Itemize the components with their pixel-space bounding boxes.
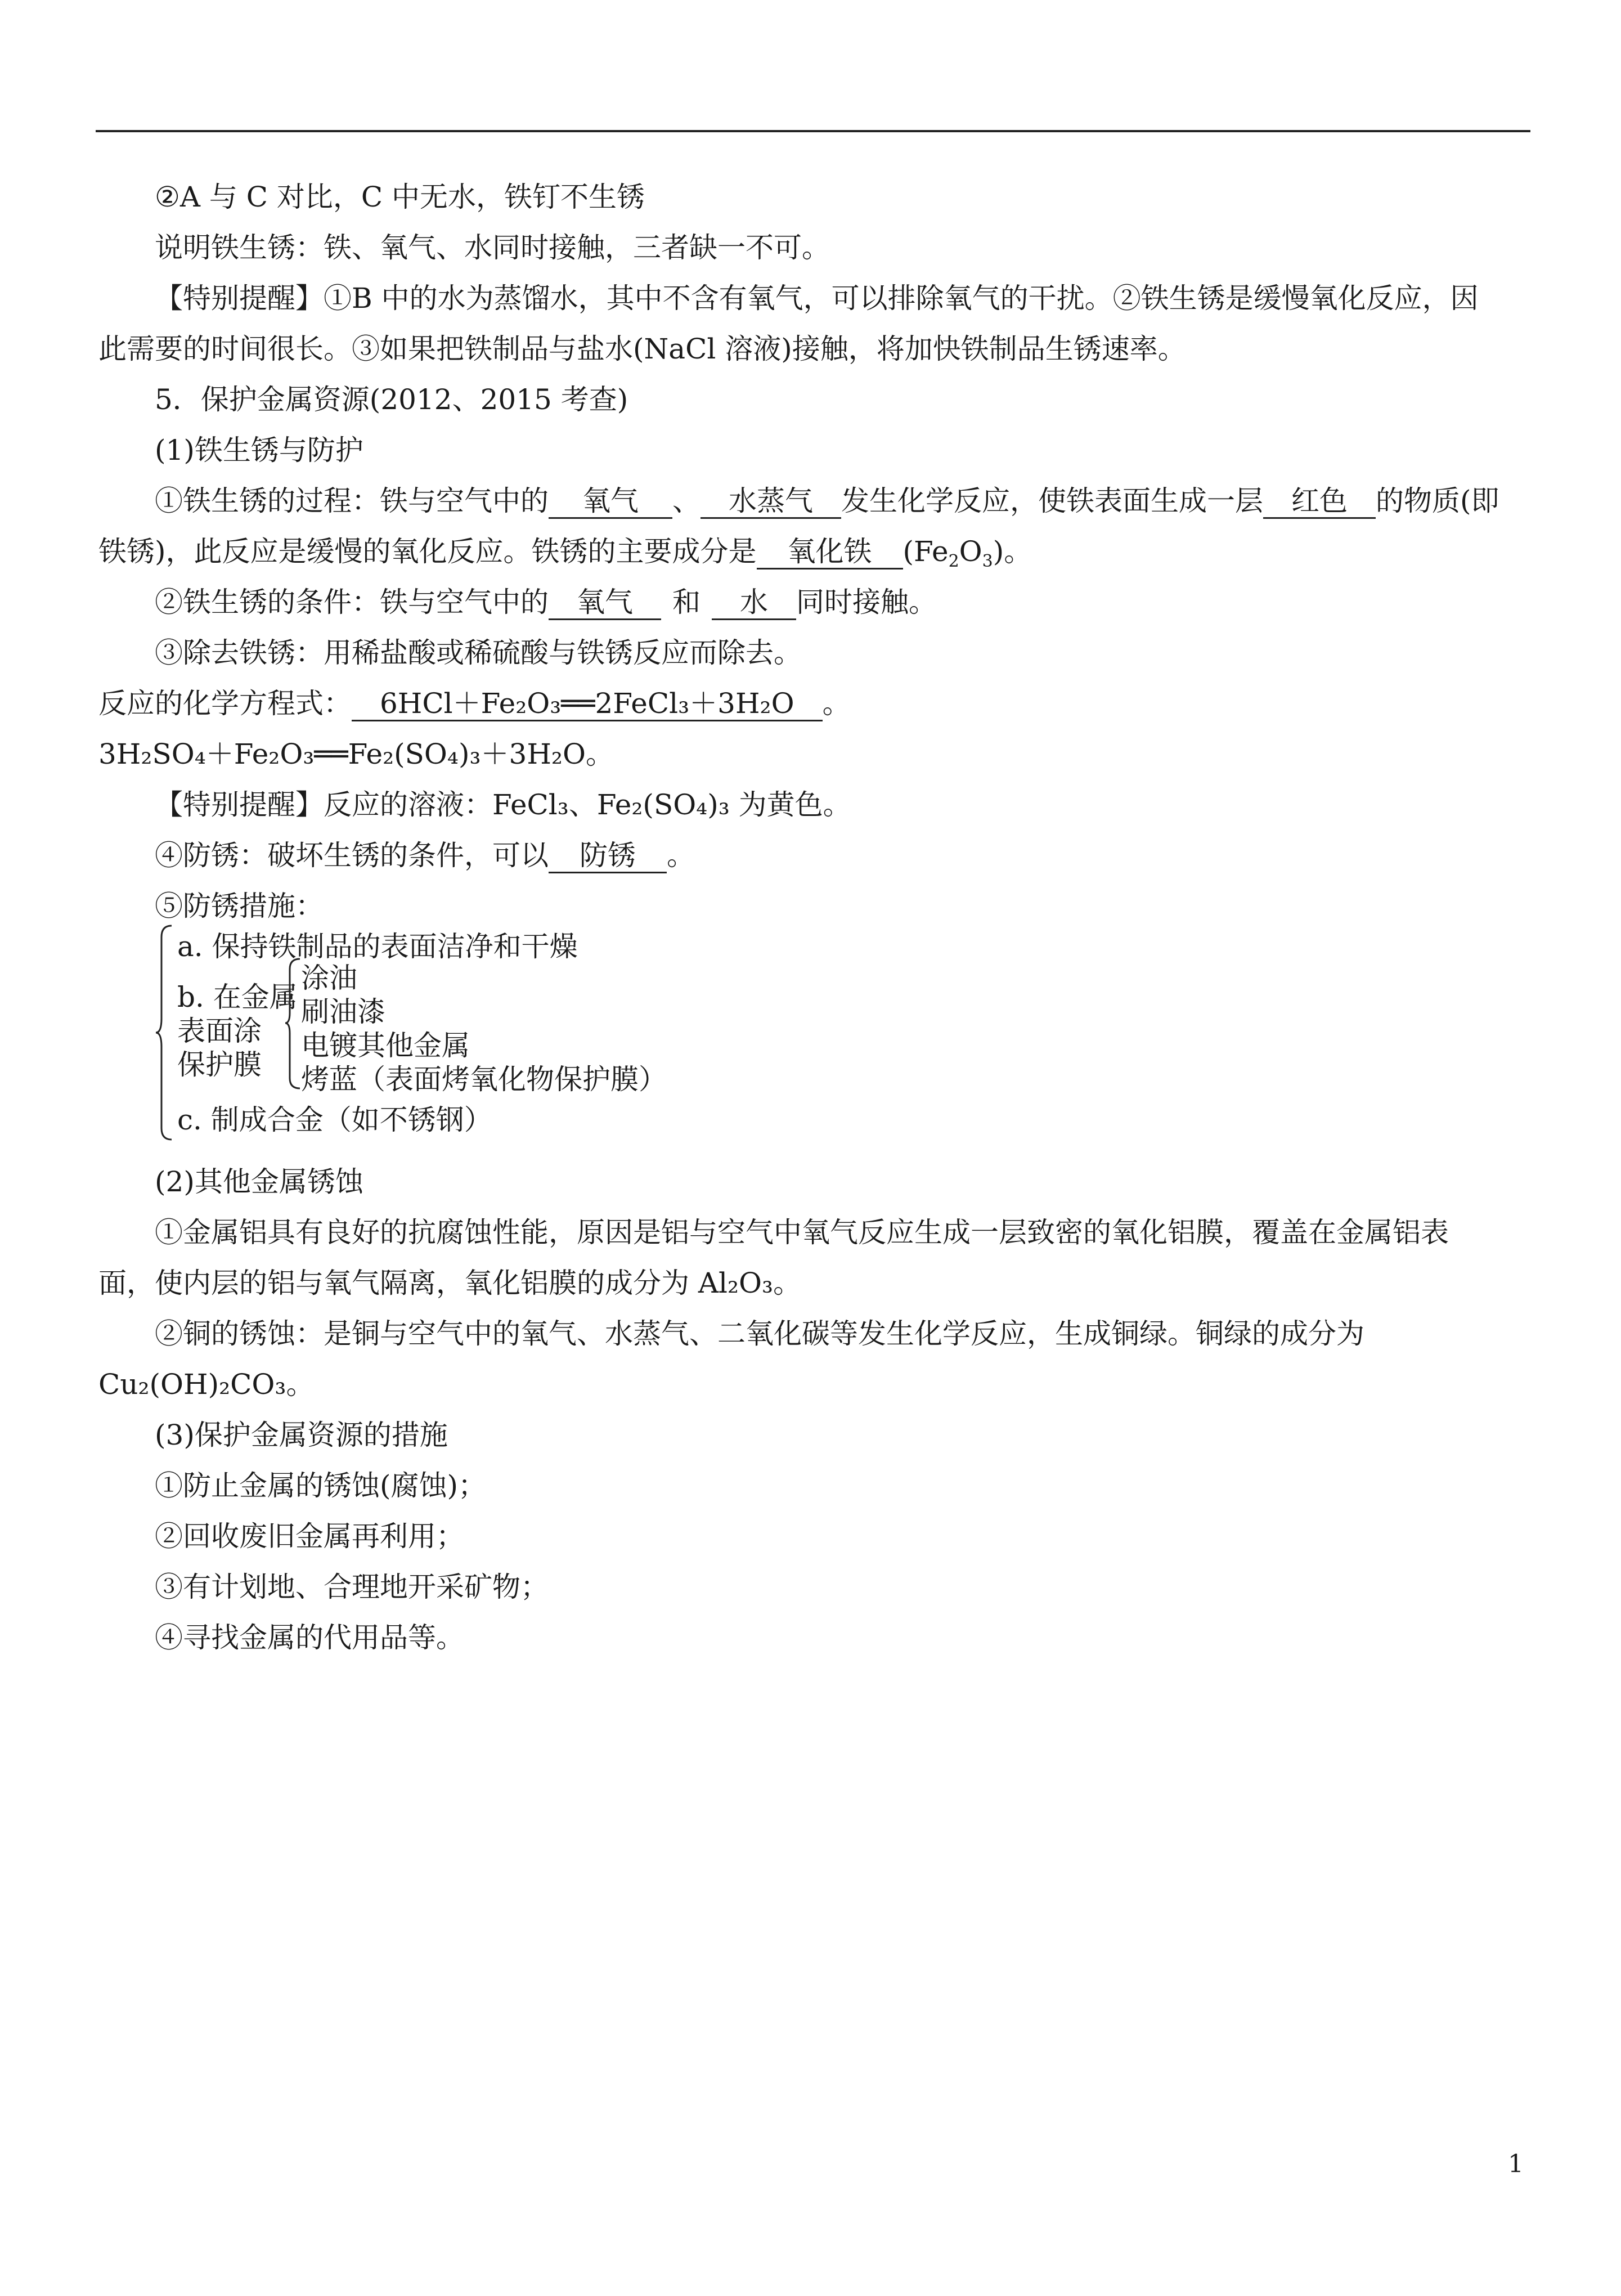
- brace-item: 表面涂: [177, 1015, 262, 1047]
- outer-brace: [155, 923, 177, 1142]
- brace-subitem: 涂油: [301, 962, 357, 994]
- brace-subitem: 电镀其他金属: [301, 1029, 470, 1062]
- subsection-heading: (1)铁生锈与防护: [155, 434, 363, 467]
- text-line: ①金属铝具有良好的抗腐蚀性能，原因是铝与空气中氧气反应生成一层致密的氧化铝膜，覆盖在金属铝表: [155, 1216, 1449, 1249]
- text-line: 面，使内层的铝与氧气隔离，氧化铝膜的成分为 Al₂O₃。: [98, 1267, 802, 1299]
- list-item: ③有计划地、合理地开采矿物；: [155, 1571, 549, 1603]
- special-note: 【特别提醒】反应的溶液：FeCl₃、Fe₂(SO₄)₃ 为黄色。: [155, 788, 851, 821]
- blank-answer: 6HCl＋Fe₂O₃══2FeCl₃＋3H₂O: [352, 687, 823, 721]
- text-line: ②铜的锈蚀：是铜与空气中的氧气、水蒸气、二氧化碳等发生化学反应，生成铜绿。铜绿的成分为: [155, 1317, 1364, 1350]
- special-note: 【特别提醒】①B 中的水为蒸馏水，其中不含有氧气，可以排除氧气的干扰。②铁生锈是缓慢氧化反应，因: [155, 282, 1479, 315]
- list-item: ①防止金属的锈蚀(腐蚀)；: [155, 1469, 487, 1502]
- text-line: 说明铁生锈：铁、氧气、水同时接触，三者缺一不可。: [155, 231, 830, 264]
- list-item: ④寻找金属的代用品等。: [155, 1621, 464, 1654]
- text-line: Cu₂(OH)₂CO₃。: [98, 1368, 315, 1401]
- blank-answer: 氧气: [549, 485, 672, 519]
- blank-answer: 氧气: [549, 586, 661, 620]
- header-rule: [96, 130, 1530, 132]
- subsection-heading: (3)保护金属资源的措施: [155, 1419, 448, 1451]
- blank-answer: 防锈: [549, 839, 667, 873]
- brace-item: c. 制成合金（如不锈钢）: [177, 1104, 492, 1136]
- brace-item: a. 保持铁制品的表面洁净和干燥: [177, 930, 578, 963]
- text-line: ③除去铁锈：用稀盐酸或稀硫酸与铁锈反应而除去。: [155, 636, 802, 669]
- page-number: 1: [1508, 2150, 1524, 2178]
- blank-answer: 水蒸气: [701, 485, 841, 519]
- rust-condition-line: ②铁生锈的条件：铁与空气中的 氧气 和 水 同时接触。: [155, 580, 937, 620]
- section-heading: 5．保护金属资源(2012、2015 考查): [155, 383, 628, 416]
- brace-subitem: 烤蓝（表面烤氧化物保护膜）: [301, 1063, 667, 1096]
- equation-line: 3H₂SO₄＋Fe₂O₃══Fe₂(SO₄)₃＋3H₂O。: [98, 738, 614, 770]
- subsection-heading: (2)其他金属锈蚀: [155, 1165, 363, 1198]
- brace-subitem: 刷油漆: [301, 995, 385, 1028]
- list-item: ②回收废旧金属再利用；: [155, 1520, 464, 1553]
- text-line: ②A 与 C 对比，C 中无水，铁钉不生锈: [155, 181, 645, 213]
- text-line: ⑤防锈措施：: [155, 890, 324, 922]
- brace-item: 保护膜: [177, 1048, 262, 1081]
- rust-prevention-line: ④防锈：破坏生锈的条件，可以 防锈 。: [155, 833, 695, 873]
- text-line: 此需要的时间很长。③如果把铁制品与盐水(NaCl 溶液)接触，将加快铁制品生锈速率。: [98, 333, 1186, 365]
- blank-answer: 红色: [1263, 485, 1376, 519]
- brace-item: b. 在金属: [177, 981, 298, 1014]
- equation-line: 反应的化学方程式： 6HCl＋Fe₂O₃══2FeCl₃＋3H₂O 。: [98, 681, 851, 721]
- rust-composition-line: 铁锈)，此反应是缓慢的氧化反应。铁锈的主要成分是 氧化铁 $(Fe_2O_3)$。: [98, 535, 1032, 571]
- rust-process-line: ①铁生锈的过程：铁与空气中的 氧气 、 水蒸气 发生化学反应，使铁表面生成一层 红色 的物质(即: [155, 478, 1499, 519]
- blank-answer: 水: [712, 586, 796, 620]
- blank-answer: 氧化铁: [757, 535, 903, 569]
